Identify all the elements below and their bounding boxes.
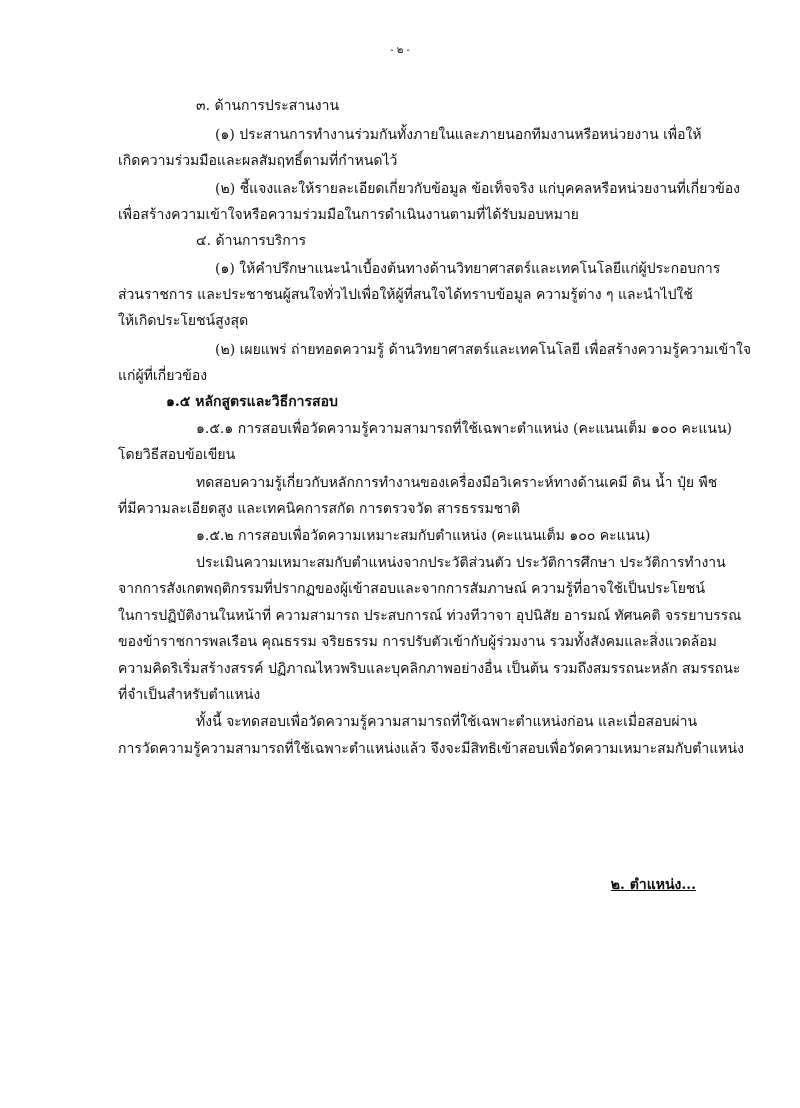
section-4-item-2-line-1: (๒) เผยแพร่ ถ่ายทอดความรู้ ด้านวิทยาศาสตร์และเทคโนโลยี เพื่อสร้างความรู้ความเข้าใจ <box>215 342 752 358</box>
section-1-5-2-detail-2: จากการสังเกตพฤติกรรมที่ปรากฏของผู้เข้าสอบและจากการสัมภาษณ์ ความรู้ที่อาจใช้เป็นประโยชน์ <box>118 581 706 597</box>
section-3-item-1-line-1: (๑) ประสานการทำงานร่วมกันทั้งภายในและภายนอกทีมงานหรือหน่วยงาน เพื่อให้ <box>215 127 702 143</box>
section-1-5-2-detail-3: ในการปฏิบัติงานในหน้าที่ ความสามารถ ประสบการณ์ ท่วงทีวาจา อุปนิสัย อารมณ์ ทัศนคติ จรรยาบรรณ <box>118 608 742 624</box>
section-4-item-2-line-2: แก่ผู้ที่เกี่ยวข้อง <box>118 368 208 384</box>
section-3-item-1-line-2: เกิดความร่วมมือและผลสัมฤทธิ์ตามที่กำหนดไว้ <box>118 153 398 169</box>
section-1-5-2-detail-4: ของข้าราชการพลเรือน คุณธรรม จริยธรรม การปรับตัวเข้ากับผู้ร่วมงาน รวมทั้งสังคมและสิ่งแวดล้อม <box>118 634 717 650</box>
section-3-heading: ๓. ด้านการประสานงาน <box>196 98 340 114</box>
section-1-5-2-detail-6: ที่จำเป็นสำหรับตำแหน่ง <box>118 687 261 703</box>
note-line-2: การวัดความรู้ความสามารถที่ใช้เฉพาะตำแหน่งแล้ว จึงจะมีสิทธิเข้าสอบเพื่อวัดความเหมาะสมกับตำแหน่ง <box>118 741 744 757</box>
section-4-item-1-line-2: ส่วนราชการ และประชาชนผู้สนใจทั่วไปเพื่อให้ผู้ที่สนใจได้ทราบข้อมูล ความรู้ต่าง ๆ และนำไปใช้ <box>118 287 693 303</box>
section-1-5-1-detail-1: ทดสอบความรู้เกี่ยวกับหลักการทำงานของเครื่องมือวิเคราะห์ทางด้านเคมี ดิน น้ำ ปุ๋ย พืช <box>196 475 718 491</box>
section-3-item-2-line-1: (๒) ชี้แจงและให้รายละเอียดเกี่ยวกับข้อมูล ข้อเท็จจริง แก่บุคคลหรือหน่วยงานที่เกี่ยวข้อง <box>215 181 741 197</box>
section-1-5-1-detail-2: ที่มีความละเอียดสูง และเทคนิคการสกัด การตรวจวัด สารธรรมชาติ <box>118 501 521 517</box>
note-line-1: ทั้งนี้ จะทดสอบเพื่อวัดความรู้ความสามารถที่ใช้เฉพาะตำแหน่งก่อน และเมื่อสอบผ่าน <box>196 714 698 730</box>
section-3-item-2-line-2: เพื่อสร้างความเข้าใจหรือความร่วมมือในการดำเนินงานตามที่ได้รับมอบหมาย <box>118 207 579 223</box>
page-number: - ๒ - <box>390 45 410 56</box>
section-4-heading: ๔. ด้านการบริการ <box>196 233 307 249</box>
section-1-5-2-detail-1: ประเมินความเหมาะสมกับตำแหน่งจากประวัติส่วนตัว ประวัติการศึกษา ประวัติการทำงาน <box>196 555 726 571</box>
continuation-marker: ๒. ตำแหน่ง... <box>610 877 696 893</box>
section-4-item-1-line-1: (๑) ให้คำปรึกษาแนะนำเบื้องต้นทางด้านวิทยาศาสตร์และเทคโนโลยีแก่ผู้ประกอบการ <box>215 261 721 277</box>
section-1-5-2-detail-5: ความคิดริเริ่มสร้างสรรค์ ปฏิภาณไหวพริบและบุคลิกภาพอย่างอื่น เป็นต้น รวมถึงสมรรถนะหลัก สมรรถนะ <box>118 661 741 677</box>
section-4-item-1-line-3: ให้เกิดประโยชน์สูงสุด <box>118 313 249 329</box>
section-1-5-2-line-1: ๑.๕.๒ การสอบเพื่อวัดความเหมาะสมกับตำแหน่ง (คะแนนเต็ม ๑๐๐ คะแนน) <box>196 528 651 544</box>
section-1-5-1-line-1: ๑.๕.๑ การสอบเพื่อวัดความรู้ความสามารถที่ใช้เฉพาะตำแหน่ง (คะแนนเต็ม ๑๐๐ คะแนน) <box>196 421 732 437</box>
section-1-5-heading: ๑.๕ หลักสูตรและวิธีการสอบ <box>166 394 338 410</box>
section-1-5-1-line-2: โดยวิธีสอบข้อเขียน <box>118 447 236 463</box>
